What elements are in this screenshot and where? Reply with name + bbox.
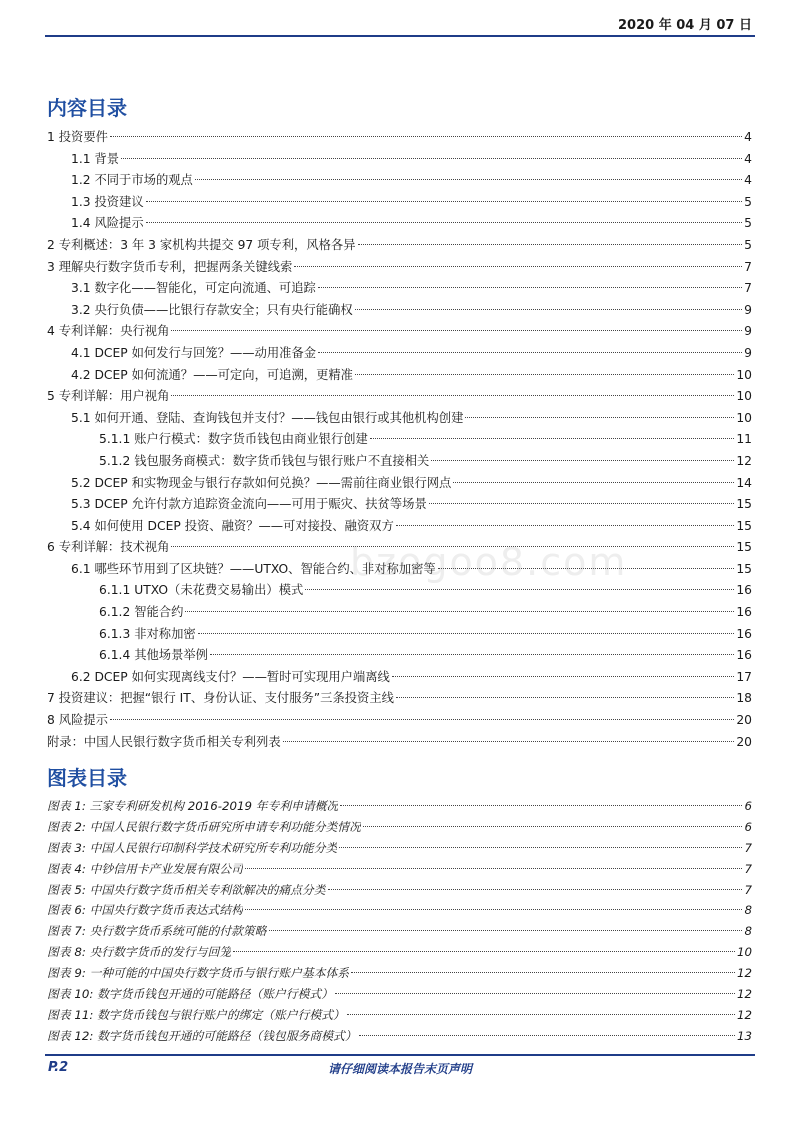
disclaimer-note: 请仔细阅读本报告末页声明	[327, 1062, 472, 1076]
dot-leader	[294, 266, 742, 267]
entry-page: 10	[736, 367, 752, 382]
entry-page: 16	[736, 605, 752, 620]
dot-leader	[198, 633, 735, 634]
entry-text: 5.4 如何使用 DCEP 投资、融资？——可对接投、融资双方	[71, 518, 394, 533]
toc-entry[interactable]	[47, 149, 752, 171]
entry-page: 15	[736, 540, 752, 555]
entry-page: 5	[744, 216, 752, 231]
entry-page: 10	[736, 389, 752, 404]
dot-leader	[347, 1014, 735, 1015]
entry-text: 图表 10: 数字货币钱包开通的可能路径（账户行模式）	[47, 987, 334, 1002]
dot-leader	[146, 201, 743, 202]
footer-divider	[45, 1054, 755, 1056]
dot-leader	[269, 930, 743, 931]
entry-page: 7	[744, 281, 752, 296]
toc-entry[interactable]	[47, 300, 752, 322]
entry-page: 9	[744, 302, 752, 317]
toc-entry[interactable]	[47, 516, 752, 538]
entry-text: 图表 2: 中国人民银行数字货币研究所申请专利功能分类情况	[47, 819, 361, 834]
entry-text: 图表 7: 央行数字货币系统可能的付款策略	[47, 924, 267, 939]
entry-text: 图表 9: 一种可能的中国央行数字货币与银行账户基本体系	[47, 966, 350, 981]
entry-text: 附录：中国人民银行数字货币相关专利列表	[47, 734, 281, 749]
dot-leader	[245, 909, 743, 910]
entry-page: 12	[736, 987, 752, 1002]
toc-entry[interactable]	[47, 170, 752, 192]
dot-leader	[121, 158, 742, 159]
entry-page: 20	[736, 713, 752, 728]
entry-page: 5	[744, 194, 752, 209]
dot-leader	[392, 676, 734, 677]
toc-entry[interactable]	[47, 343, 752, 365]
entry-text: 4 专利详解：央行视角	[47, 324, 170, 339]
toc-entry[interactable]	[47, 386, 752, 408]
entry-text: 图表 4: 中钞信用卡产业发展有限公司	[47, 861, 243, 876]
toc-entry[interactable]	[47, 624, 752, 646]
entry-page: 5	[744, 237, 752, 252]
toc-entry[interactable]	[47, 213, 752, 235]
entry-text: 5.1.1 账户行模式：数字货币钱包由商业银行创建	[99, 432, 368, 447]
entry-text: 6 专利详解：技术视角	[47, 540, 170, 555]
toc-entry[interactable]	[47, 688, 752, 710]
dot-leader	[110, 719, 734, 720]
dot-leader	[171, 546, 734, 547]
entry-text: 7 投资建议：把握“银行 IT、身份认证、支付服务”三条投资主线	[47, 691, 394, 706]
entry-text: 6.1.1 UTXO（未花费交易输出）模式	[99, 583, 304, 598]
entry-page: 7	[744, 882, 752, 897]
figure-entry[interactable]	[47, 1026, 752, 1047]
entry-text: 3 理解央行数字货币专利，把握两条关键线索	[47, 259, 293, 274]
dot-leader	[355, 309, 742, 310]
entry-page: 7	[744, 861, 752, 876]
entry-page: 6	[744, 819, 752, 834]
dot-leader	[358, 244, 743, 245]
report-date: 2020 年 04 月 07 日	[618, 18, 752, 33]
entry-page: 10	[736, 945, 752, 960]
entry-page: 4	[744, 173, 752, 188]
entry-text: 5.2 DCEP 和实物现金与银行存款如何兑换？——需前往商业银行网点	[71, 475, 452, 490]
toc-entry[interactable]	[47, 278, 752, 300]
entry-page: 13	[736, 1028, 752, 1043]
entry-page: 10	[736, 410, 752, 425]
dot-leader	[396, 697, 734, 698]
contents-list	[47, 127, 752, 753]
toc-entry[interactable]	[47, 365, 752, 387]
dot-leader	[318, 352, 742, 353]
entry-page: 4	[744, 130, 752, 144]
entry-page: 15	[736, 497, 752, 512]
entry-text: 8 风险提示	[47, 713, 108, 728]
entry-text: 1.2 不同于市场的观点	[71, 173, 193, 188]
dot-leader	[195, 179, 742, 180]
dot-leader	[318, 287, 742, 288]
entry-text: 图表 8: 央行数字货币的发行与回笼	[47, 945, 232, 960]
dot-leader	[283, 741, 735, 742]
entry-page: 18	[736, 691, 752, 706]
entry-text: 4.2 DCEP 如何流通？——可定向，可追溯，更精准	[71, 367, 353, 382]
entry-text: 1.1 背景	[71, 151, 120, 166]
dot-leader	[359, 1035, 735, 1036]
figure-entry[interactable]	[47, 838, 752, 859]
entry-text: 1.3 投资建议	[71, 194, 144, 209]
toc-entry[interactable]	[47, 257, 752, 279]
entry-text: 图表 1: 三家专利研发机构 2016-2019 年专利申请概况	[47, 799, 339, 813]
figure-entry[interactable]	[47, 942, 752, 963]
dot-leader	[171, 330, 742, 331]
entry-text: 图表 6: 中国央行数字货币表达式结构	[47, 903, 243, 918]
dot-leader	[465, 417, 734, 418]
dot-leader	[355, 374, 734, 375]
entry-text: 5.1 如何开通、登陆、查询钱包并支付？——钱包由银行或其他机构创建	[71, 410, 464, 425]
entry-page: 17	[736, 669, 752, 684]
entry-page: 11	[736, 432, 752, 447]
entry-text: 图表 3: 中国人民银行印制科学技术研究所专利功能分类	[47, 840, 338, 855]
toc-entry[interactable]	[47, 645, 752, 667]
entry-page: 4	[744, 151, 752, 166]
dot-leader	[233, 951, 735, 952]
entry-page: 12	[736, 1007, 752, 1022]
watermark: bzogoo8.com	[350, 540, 628, 584]
entry-text: 图表 5: 中国央行数字货币相关专利欲解决的痛点分类	[47, 882, 326, 897]
entry-page: 16	[736, 648, 752, 663]
toc-entry[interactable]	[47, 408, 752, 430]
entry-text: 图表 11: 数字货币钱包与银行账户的绑定（账户行模式）	[47, 1007, 345, 1022]
figure-entry[interactable]	[47, 921, 752, 942]
toc-entry[interactable]	[47, 321, 752, 343]
dot-leader	[453, 482, 734, 483]
toc-entry[interactable]	[47, 429, 752, 451]
entry-text: 1.4 风险提示	[71, 216, 144, 231]
entry-page: 8	[744, 903, 752, 918]
dot-leader	[328, 889, 743, 890]
page-number: P.2	[48, 1060, 69, 1075]
entry-text: 6.1.3 非对称加密	[99, 626, 196, 641]
toc-entry[interactable]	[47, 192, 752, 214]
figure-entry[interactable]	[47, 1005, 752, 1026]
figure-entry[interactable]	[47, 963, 752, 984]
entry-text: 3.2 央行负债——比银行存款安全；只有央行能确权	[71, 302, 353, 317]
dot-leader	[438, 568, 735, 569]
figure-entry[interactable]	[47, 859, 752, 880]
entry-page: 9	[744, 324, 752, 339]
toc-entry[interactable]	[47, 235, 752, 257]
toc-entry[interactable]	[47, 732, 752, 754]
toc-entry[interactable]	[47, 580, 752, 602]
toc-entry[interactable]	[47, 559, 752, 581]
dot-leader	[110, 136, 742, 137]
toc-entry[interactable]	[47, 710, 752, 732]
toc-entry[interactable]	[47, 537, 752, 559]
figures-title: 图表目录	[47, 766, 127, 790]
entry-page: 16	[736, 626, 752, 641]
figure-entry[interactable]	[47, 817, 752, 838]
figure-entry[interactable]	[47, 880, 752, 901]
entry-page: 15	[736, 561, 752, 576]
entry-page: 20	[736, 734, 752, 749]
toc-entry[interactable]	[47, 473, 752, 495]
dot-leader	[305, 589, 734, 590]
dot-leader	[185, 611, 734, 612]
toc-entry[interactable]	[47, 667, 752, 689]
entry-text: 3.1 数字化——智能化，可定向流通、可追踪	[71, 281, 316, 296]
entry-page: 6	[744, 799, 752, 813]
entry-text: 1 投资要件	[47, 130, 108, 144]
entry-text: 5 专利详解：用户视角	[47, 389, 170, 404]
entry-text: 2 专利概述：3 年 3 家机构共提交 97 项专利，风格各异	[47, 237, 356, 252]
toc-entry[interactable]	[47, 451, 752, 473]
entry-page: 12	[736, 453, 752, 468]
dot-leader	[351, 972, 735, 973]
toc-entry[interactable]	[47, 494, 752, 516]
toc-entry[interactable]	[47, 127, 752, 149]
entry-text: 6.2 DCEP 如何实现离线支付？——暂时可实现用户端离线	[71, 669, 390, 684]
entry-page: 7	[744, 840, 752, 855]
dot-leader	[146, 222, 743, 223]
entry-text: 5.1.2 钱包服务商模式：数字货币钱包与银行账户不直接相关	[99, 453, 430, 468]
dot-leader	[245, 868, 743, 869]
toc-entry[interactable]	[47, 602, 752, 624]
dot-leader	[431, 460, 734, 461]
entry-text: 5.3 DCEP 允许付款方追踪资金流向——可用于赈灾、扶贫等场景	[71, 497, 427, 512]
entry-text: 4.1 DCEP 如何发行与回笼？——动用准备金	[71, 345, 317, 360]
header-divider	[45, 35, 755, 37]
entry-page: 16	[736, 583, 752, 598]
entry-page: 15	[736, 518, 752, 533]
dot-leader	[340, 805, 742, 806]
entry-text: 6.1 哪些环节用到了区块链？——UTXO、智能合约、非对称加密等	[71, 561, 436, 576]
entry-page: 9	[744, 345, 752, 360]
entry-text: 6.1.4 其他场景举例	[99, 648, 208, 663]
dot-leader	[171, 395, 734, 396]
entry-text: 图表 12: 数字货币钱包开通的可能路径（钱包服务商模式）	[47, 1028, 357, 1043]
dot-leader	[370, 438, 735, 439]
entry-text: 6.1.2 智能合约	[99, 605, 184, 620]
dot-leader	[335, 993, 735, 994]
entry-page: 8	[744, 924, 752, 939]
dot-leader	[429, 503, 735, 504]
entry-page: 14	[736, 475, 752, 490]
figure-entry[interactable]	[47, 984, 752, 1005]
dot-leader	[396, 525, 735, 526]
dot-leader	[210, 654, 734, 655]
dot-leader	[339, 847, 742, 848]
contents-title: 内容目录	[47, 96, 127, 120]
entry-page: 7	[744, 259, 752, 274]
figure-entry[interactable]	[47, 796, 752, 817]
figure-entry[interactable]	[47, 900, 752, 921]
dot-leader	[363, 826, 743, 827]
figures-list	[47, 796, 752, 1047]
entry-page: 12	[736, 966, 752, 981]
